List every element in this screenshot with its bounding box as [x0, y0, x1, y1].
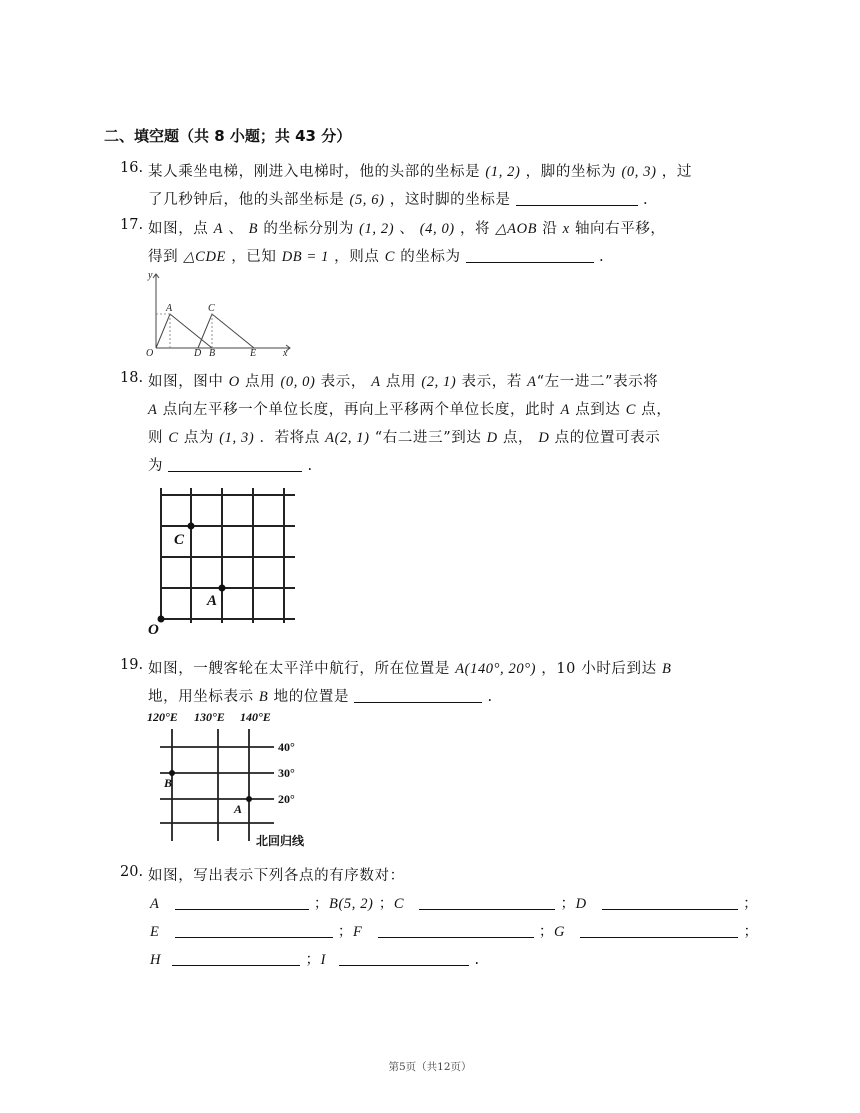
grid-label-a: A — [207, 593, 218, 609]
q20-var: A — [150, 896, 160, 912]
q17-text: 轴向右平移， — [574, 221, 666, 237]
answer-blank[interactable] — [354, 688, 482, 703]
q18-text: 点用 — [385, 374, 417, 390]
q20-sep: ； — [743, 896, 759, 912]
q18-var: D — [538, 430, 550, 446]
q18-point: (2, 1) — [421, 374, 457, 390]
q17-text: 的坐标分别为 — [263, 221, 354, 237]
fig-label-a: A — [166, 303, 173, 314]
q20-var: G — [554, 924, 566, 940]
q18-text: 点用 — [245, 374, 276, 390]
q19-map-figure — [144, 705, 334, 850]
q19-text: ，10 — [541, 661, 577, 677]
answer-blank-g[interactable] — [580, 923, 738, 938]
q18-text: 表示， — [320, 374, 366, 390]
tropic-label: 北回归线 — [256, 834, 305, 848]
q20-sep: ； — [378, 896, 394, 912]
fig-label-b: B — [209, 348, 216, 359]
q17-var: A — [213, 221, 224, 237]
q17-text: 、 — [399, 221, 415, 237]
q16-point: (0, 3) — [621, 164, 657, 180]
answer-blank[interactable] — [466, 248, 594, 263]
q19-text: 如图，一艘客轮在太平洋中航行，所在位置是 — [148, 661, 450, 677]
fig-label-o: O — [146, 348, 154, 359]
q17-var: C — [384, 249, 395, 265]
q18-end: . — [307, 458, 313, 474]
q18-text: ．若将点 — [259, 430, 320, 446]
question-18-line-4 — [148, 454, 313, 475]
q18-text: 表示，若 — [461, 374, 522, 390]
grid-label-c: C — [174, 532, 185, 548]
grid-label-o: O — [148, 622, 159, 638]
q18-var: C — [625, 402, 637, 418]
map-label-a: A — [234, 802, 243, 816]
q18-grid-figure — [145, 478, 300, 638]
question-20-row-1 — [150, 892, 758, 913]
question-18-line-1 — [148, 370, 658, 391]
fig-label-c: C — [208, 303, 215, 314]
q18-text: 为 — [148, 458, 164, 474]
q17-text: ，将 — [459, 221, 491, 237]
page-footer: 第5页（共12页） — [388, 1061, 472, 1073]
q18-var: C — [168, 430, 179, 446]
question-20-intro: 如图，写出表示下列各点的有序数对： — [148, 868, 405, 884]
q17-text: ，则点 — [334, 249, 380, 265]
q18-point: A(2, 1) — [325, 430, 370, 446]
question-19-line-2 — [148, 685, 493, 706]
q18-text: 点到达 — [575, 402, 621, 418]
q17-triangle: △CDE — [183, 249, 226, 265]
q18-var: A — [148, 402, 158, 418]
q18-var: A — [371, 374, 381, 390]
fig-label-d: D — [194, 348, 202, 359]
q17-text: 如图，点 — [148, 221, 209, 237]
q20-sep: ； — [560, 896, 576, 912]
point-a — [219, 585, 226, 592]
q18-text: 点的位置可表示 — [554, 430, 661, 446]
q19-end: . — [487, 689, 493, 705]
q19-point: A(140°, 20°) — [455, 661, 537, 677]
fig-label-x: x — [283, 348, 288, 359]
lat-label-30: 30° — [278, 766, 295, 780]
answer-blank-c[interactable] — [419, 895, 555, 910]
q16-text: 某人乘坐电梯，刚进入电梯时，他的头部的坐标是 — [148, 164, 481, 180]
q18-text: 点向左平移一个单位长度，再向上平移两个单位长度，此时 — [162, 402, 556, 418]
q17-text: ，已知 — [231, 249, 277, 265]
question-number: 18. — [120, 370, 144, 386]
q16-point: (1, 2) — [485, 164, 521, 180]
q17-text: 的坐标为 — [400, 249, 461, 265]
q19-text: 小时后到达 — [581, 661, 657, 677]
q17-text: 、 — [228, 221, 244, 237]
answer-blank-e[interactable] — [175, 923, 333, 938]
q17-triangle: △AOB — [495, 221, 538, 237]
fig-label-e: E — [250, 348, 257, 359]
map-point-a — [246, 796, 252, 802]
q16-text: ，脚的坐标为 — [525, 164, 617, 180]
question-19-line-1 — [148, 657, 671, 678]
q20-sep: ； — [337, 924, 354, 940]
q18-text: 点为 — [183, 430, 215, 446]
answer-blank-a[interactable] — [175, 895, 309, 910]
q20-var: E — [150, 924, 160, 940]
question-17-line-2 — [148, 245, 604, 266]
answer-blank[interactable] — [168, 457, 302, 472]
lon-label-120: 120°E — [147, 710, 178, 724]
q18-text: 则 — [148, 430, 164, 446]
q20-sep: ； — [313, 896, 330, 912]
q17-end: . — [599, 249, 605, 265]
question-18-line-3 — [148, 426, 660, 447]
lat-label-40: 40° — [278, 740, 295, 754]
map-label-b: B — [164, 776, 173, 790]
q20-var: F — [353, 924, 363, 940]
q20-sep: ； — [743, 924, 759, 940]
q20-end: . — [474, 952, 480, 968]
q19-var: B — [661, 661, 672, 677]
lon-label-140: 140°E — [240, 710, 271, 724]
q18-var: A — [527, 374, 537, 390]
q20-var: C — [393, 896, 405, 912]
q18-text: “右二进三”到达 — [374, 430, 482, 446]
q19-text: 地的位置是 — [273, 689, 350, 705]
fig-label-y: y — [148, 270, 153, 281]
q20-sep: ； — [305, 952, 321, 968]
question-number: 20. — [120, 864, 144, 880]
question-20-row-2 — [150, 920, 759, 941]
q19-var: B — [258, 689, 269, 705]
q20-given-b: B(5, 2) — [329, 896, 374, 912]
q20-var: D — [575, 896, 587, 912]
point-c — [188, 523, 195, 530]
question-16-line-1 — [148, 160, 692, 181]
q16-text: ，过 — [661, 164, 692, 180]
answer-blank-f[interactable] — [378, 923, 534, 938]
q18-text: 点， — [641, 402, 672, 418]
question-number: 19. — [120, 657, 144, 673]
q18-point: (0, 0) — [280, 374, 316, 390]
q20-var: I — [320, 952, 327, 968]
q16-point: (5, 6) — [349, 192, 385, 208]
triangle-aob — [156, 314, 212, 348]
lon-label-130: 130°E — [194, 710, 225, 724]
q18-text: 点， — [502, 430, 534, 446]
q17-var: B — [248, 221, 259, 237]
q18-point: (1, 3) — [219, 430, 255, 446]
answer-blank[interactable] — [516, 191, 638, 206]
question-18-line-2 — [148, 398, 671, 419]
q20-sep: ； — [538, 924, 555, 940]
q18-text: 如图，图中 — [148, 374, 224, 390]
q16-text: 了几秒钟后，他的头部坐标是 — [148, 192, 345, 208]
q17-point: (4, 0) — [419, 221, 455, 237]
question-number: 16. — [120, 160, 144, 176]
q19-text: 地，用坐标表示 — [148, 689, 254, 705]
question-number: 17. — [120, 217, 144, 233]
q20-var: H — [150, 952, 162, 968]
question-16-line-2 — [148, 188, 648, 209]
lat-label-20: 20° — [278, 792, 295, 806]
q17-text: 沿 — [542, 221, 558, 237]
answer-blank-d[interactable] — [602, 895, 738, 910]
q17-figure — [140, 268, 300, 360]
question-17-line-1 — [148, 217, 666, 238]
q18-text: “左一进二”表示将 — [536, 374, 659, 390]
q17-text: 得到 — [148, 249, 179, 265]
answer-blank-i[interactable] — [339, 951, 469, 966]
question-20-row-3 — [150, 948, 480, 969]
q16-end: . — [643, 192, 649, 208]
q18-var: O — [228, 374, 240, 390]
q18-var: A — [560, 402, 570, 418]
q18-var: D — [486, 430, 498, 446]
q17-equation: DB = 1 — [281, 249, 329, 265]
q17-point: (1, 2) — [359, 221, 395, 237]
section-title: 二、填空题（共 8 小题；共 43 分） — [104, 127, 352, 145]
q16-text: ，这时脚的坐标是 — [389, 192, 511, 208]
answer-blank-h[interactable] — [172, 951, 300, 966]
q17-var: x — [562, 221, 570, 237]
